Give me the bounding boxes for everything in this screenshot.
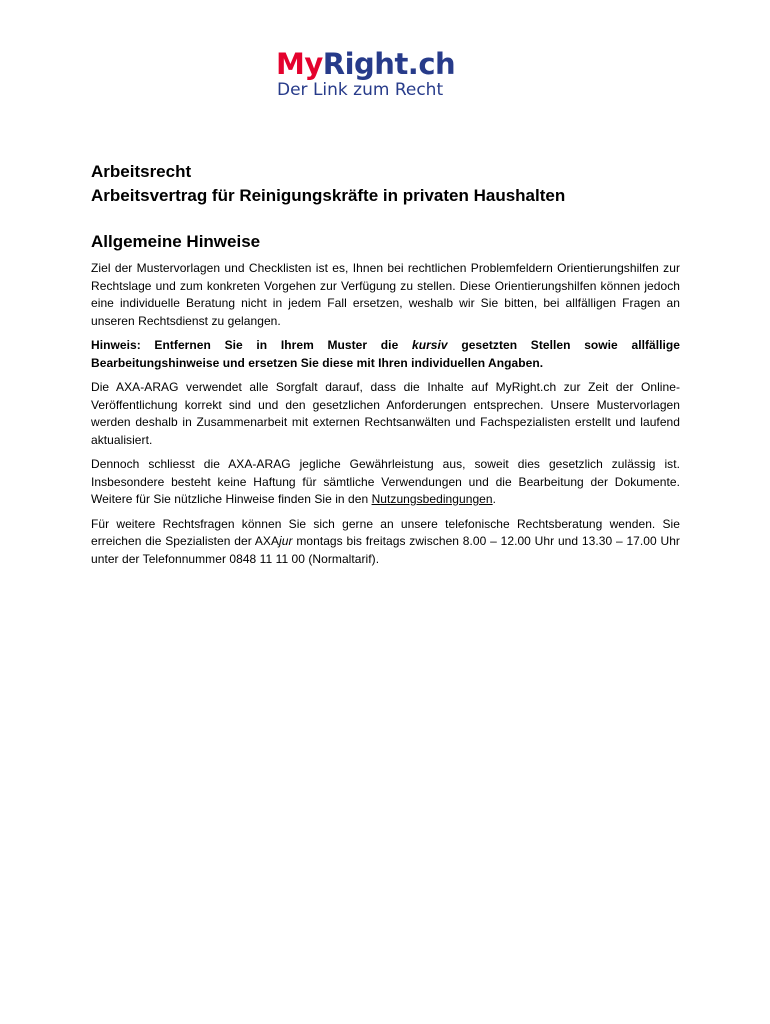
diligence-paragraph: Die AXA-ARAG verwendet alle Sorgfalt darauf, dass die Inhalte auf MyRight.ch zur Zeit der Online-Veröffentlichung korrekt sind und den gesetzlichen Anforderungen entsprechen. Unsere Mustervorlagen werden deshalb in Zusammenarbeit mit externen Rechtsanwälten und Fachspezialisten erstellt und laufend aktualisiert. (91, 380, 680, 447)
disclaimer-text: Dennoch schliesst die AXA-ARAG jegliche Gewährleistung aus, soweit dies gesetzlich zulässig ist. Insbesondere besteht keine Haftung für sämtliche Verwendungen und die Bearbeitung der Dokumente. Weitere für Sie nützliche Hinweise finden Sie in den (91, 457, 680, 506)
contact-text-start: Für weitere Rechtsfragen können Sie sich gerne an unsere telefonische Rechtsberatung wenden. Sie erreichen die Spezialisten der AXA (91, 516, 680, 548)
logo-wordmark-right: Right.ch (322, 47, 456, 81)
section-heading: Allgemeine Hinweise (91, 232, 261, 251)
intro-paragraph: Ziel der Mustervorlagen und Checklisten ist es, Ihnen bei rechtlichen Problemfeldern Orientierungshilfen zur Rechtslage und zum konkreten Vorgehen zur Verfügung zu stellen. Diese Orientierungshilfen können jedoch eine individuelle Beratung nicht in jedem Fall ersetzen, weshalb wir Sie bitten, bei allfälligen Fragen an unseren Rechtsdienst zu gelangen. (91, 261, 680, 328)
hint-text-start: Hinweis: Entfernen Sie in Ihrem Muster die (91, 338, 412, 352)
contact-paragraph (91, 516, 680, 569)
disclaimer-paragraph (91, 456, 680, 509)
contact-italic-jur: jur (279, 534, 293, 548)
disclaimer-end: . (492, 492, 497, 506)
logo-wordmark-my: My (276, 47, 323, 81)
terms-of-use-link[interactable]: Nutzungsbedingungen (371, 492, 493, 506)
document-content (91, 160, 680, 575)
hint-paragraph (91, 337, 680, 372)
logo-wordmark (276, 48, 466, 80)
hint-italic-word: kursiv (411, 338, 448, 352)
legal-area-heading: Arbeitsrecht (91, 162, 192, 181)
document-title: Arbeitsvertrag für Reinigungskräfte in privaten Haushalten (91, 186, 566, 205)
logo-tagline: Der Link zum Recht (277, 80, 444, 100)
hint-text-end: gesetzten Stellen sowie allfällige Bearbeitungshinweise und ersetzen Sie diese mit Ihren individuellen Angaben. (91, 338, 680, 370)
contact-text-end: montags bis freitags zwischen 8.00 – 12.00 Uhr und 13.30 – 17.00 Uhr unter der Telefonnummer 0848 11 11 00 (Normaltarif). (91, 534, 680, 566)
myright-logo (276, 48, 466, 100)
